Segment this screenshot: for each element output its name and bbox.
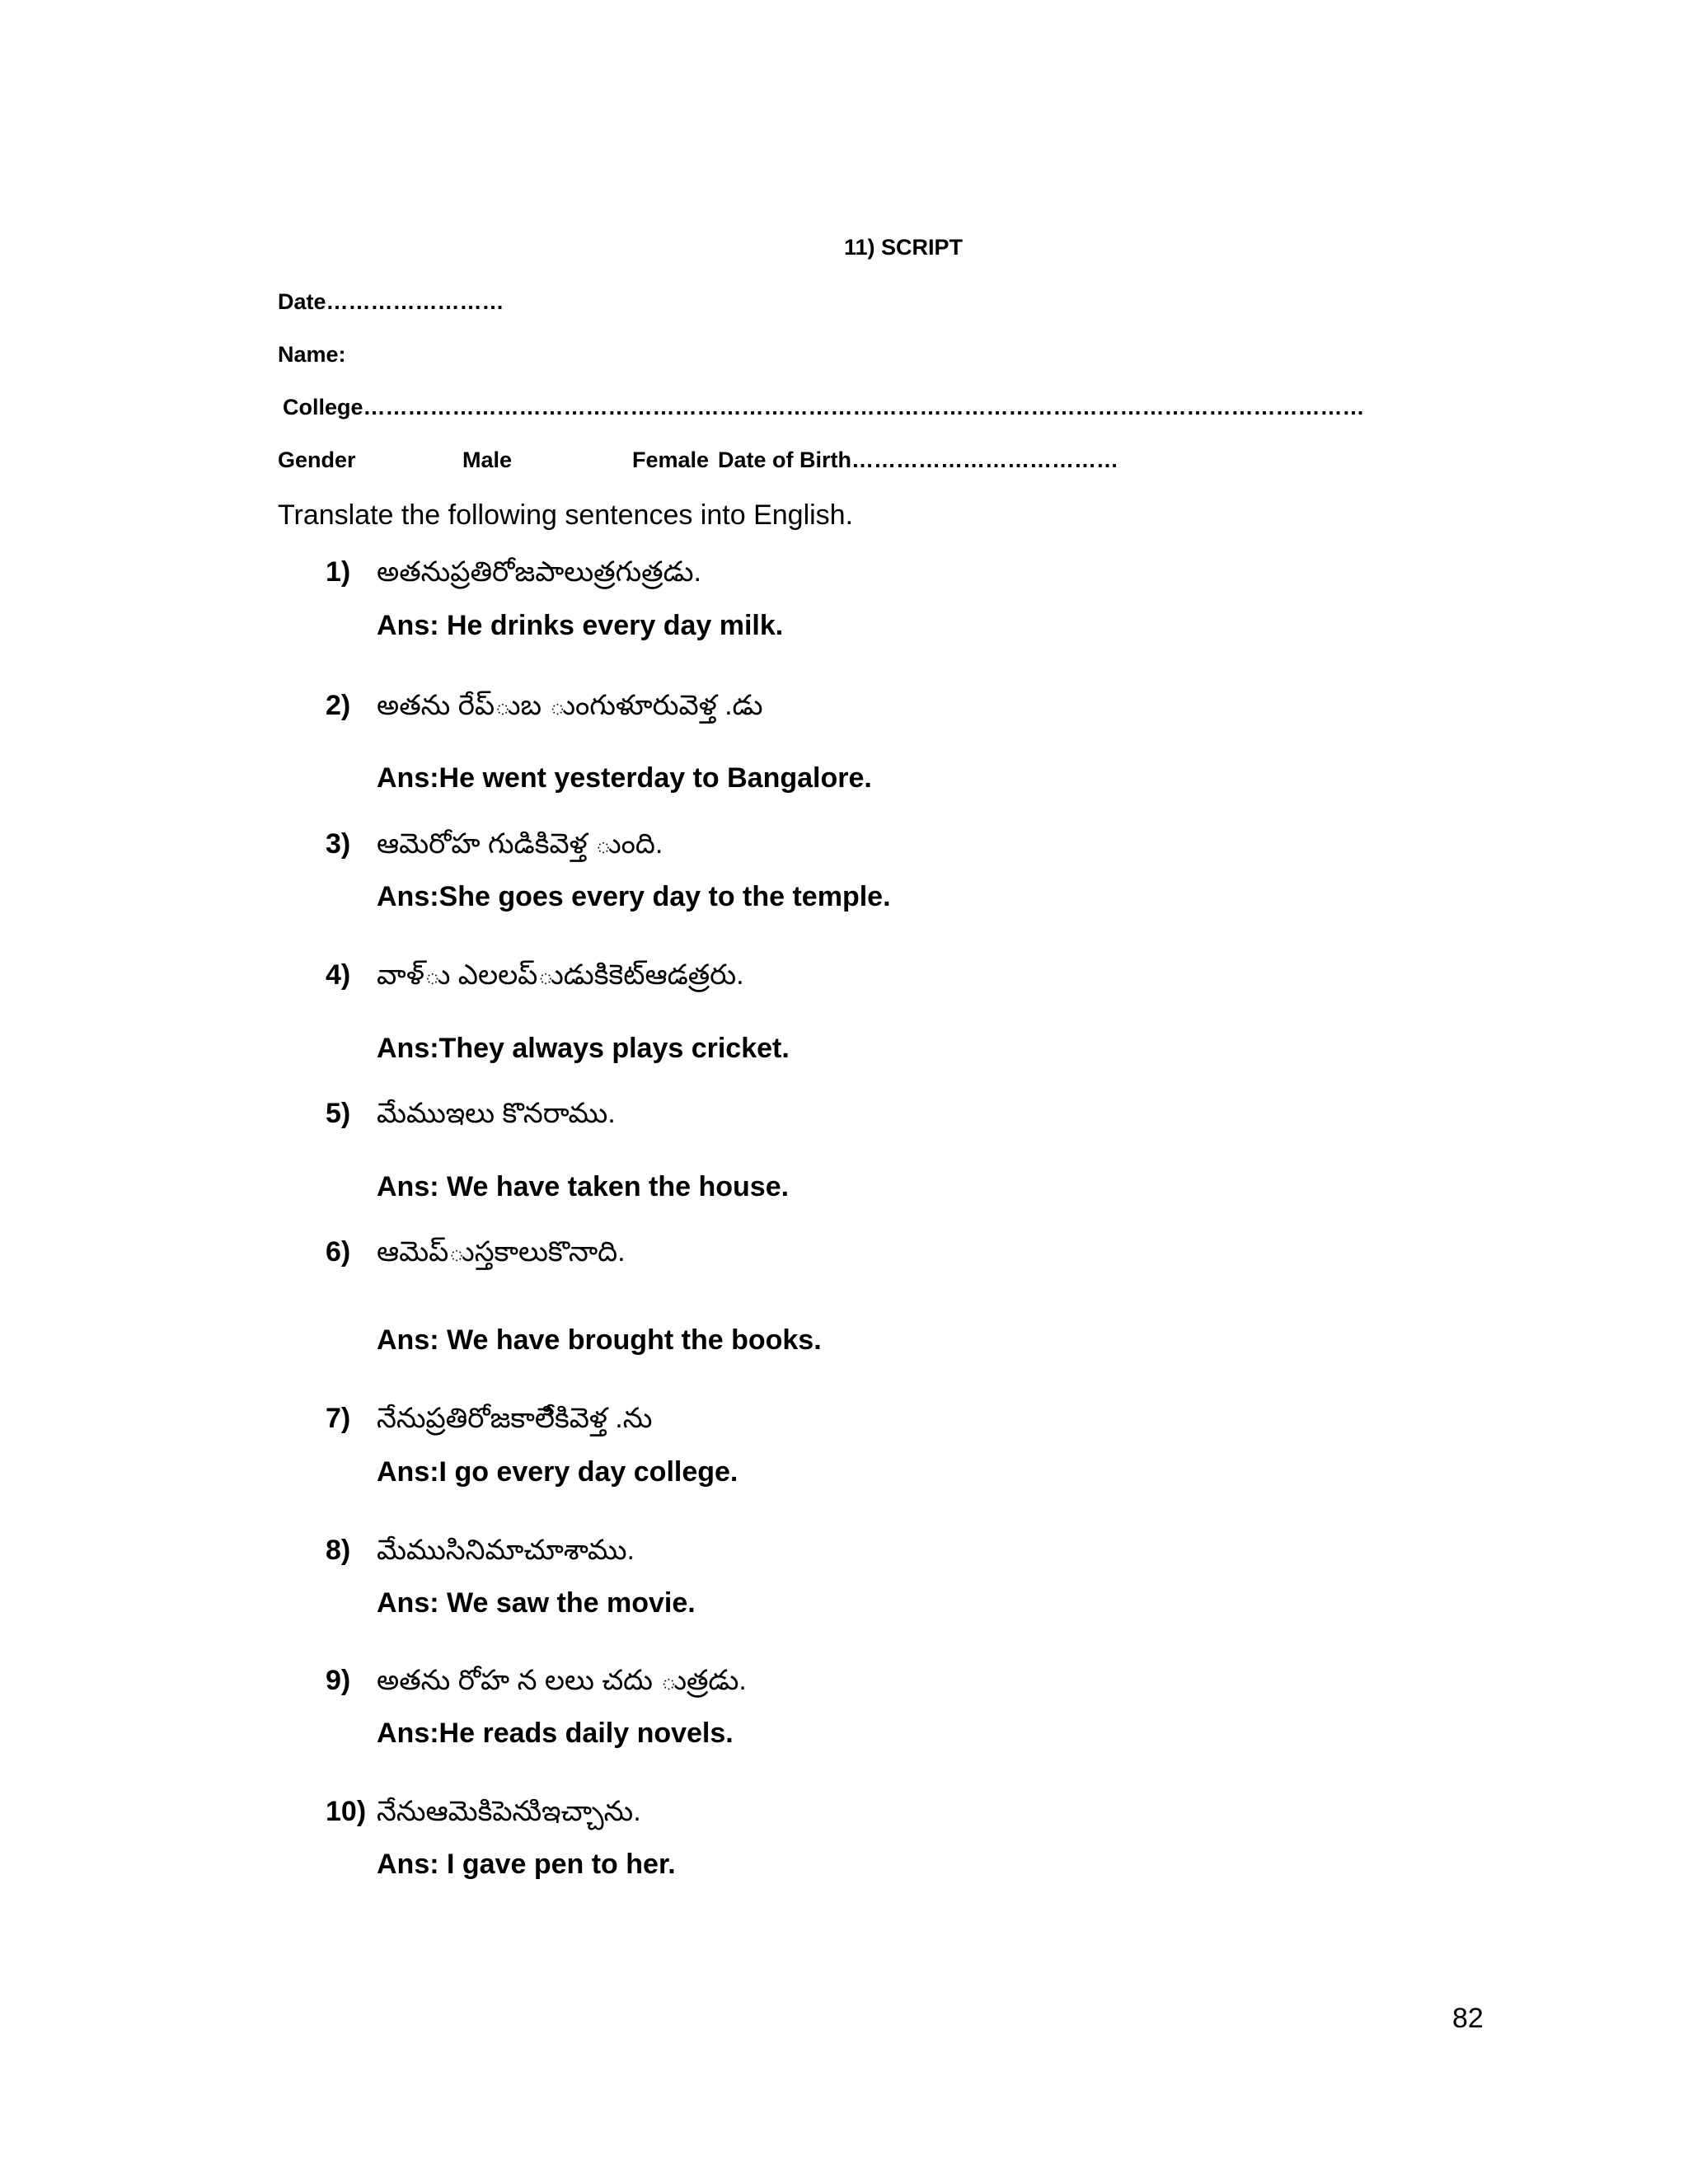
question-text: అతను రేప్ుబ ుంగుళూరువెళ్త .డు bbox=[377, 690, 763, 721]
question-number: 7) bbox=[326, 1403, 351, 1434]
female-option-label: Female bbox=[632, 448, 710, 472]
answer-text: Ans: I gave pen to her. bbox=[377, 1849, 676, 1880]
answer-text: Ans: We saw the movie. bbox=[377, 1587, 696, 1619]
question-text: నేనుఆమెకిపెనుిఇచ్చాను. bbox=[377, 1796, 641, 1827]
question-number: 6) bbox=[326, 1236, 351, 1268]
question-text: ఆమెరోహ గుడికివెళ్త ుంది. bbox=[377, 828, 663, 860]
page-number: 82 bbox=[1452, 2003, 1484, 2034]
answer-text: Ans:He reads daily novels. bbox=[377, 1718, 734, 1749]
instruction-text: Translate the following sentences into English. bbox=[278, 499, 854, 531]
date-field-label: Date…………………… bbox=[278, 289, 504, 314]
question-text: నేనుప్రతిరోజకాలేికివెళ్త .ను bbox=[377, 1403, 653, 1434]
question-number: 2) bbox=[326, 690, 351, 721]
answer-text: Ans:He went yesterday to Bangalore. bbox=[377, 762, 872, 794]
answer-text: Ans: We have taken the house. bbox=[377, 1171, 790, 1202]
question-text: వాళ్ు ఎలలప్ుడుకిికెట్ఆడత్రరు. bbox=[377, 959, 744, 991]
question-text: మేముఇలు కొనరాము. bbox=[377, 1098, 616, 1129]
question-text: అతను రోహ న లలు చదు ుత్రడు. bbox=[377, 1665, 747, 1696]
answer-text: Ans:They always plays cricket. bbox=[377, 1033, 790, 1064]
answer-text: Ans: He drinks every day milk. bbox=[377, 610, 784, 641]
question-number: 3) bbox=[326, 828, 351, 860]
college-field-label: College……………………………………………………………………………………………………………………… bbox=[283, 395, 1365, 419]
date-of-birth-label: Date of Birth……………………………… bbox=[718, 448, 1118, 472]
answer-text: Ans:She goes every day to the temple. bbox=[377, 881, 891, 912]
answer-text: Ans: We have brought the books. bbox=[377, 1324, 822, 1356]
question-text: ఆమెప్ుస్తకాలుకొనాది. bbox=[377, 1236, 626, 1268]
question-text: అతనుప్రతిరోజపాలుత్రగుత్రడు. bbox=[377, 556, 701, 588]
page-title: 11) SCRIPT bbox=[844, 235, 964, 260]
question-number: 9) bbox=[326, 1665, 351, 1696]
name-field-label: Name: bbox=[278, 342, 346, 367]
question-number: 5) bbox=[326, 1098, 351, 1129]
question-number: 1) bbox=[326, 556, 351, 588]
question-number: 10) bbox=[326, 1796, 367, 1827]
answer-text: Ans:I go every day college. bbox=[377, 1456, 738, 1488]
gender-label: Gender bbox=[278, 448, 356, 472]
question-number: 8) bbox=[326, 1535, 351, 1566]
question-text: మేముసినిమాచూశాము. bbox=[377, 1535, 635, 1566]
male-option-label: Male bbox=[462, 448, 513, 472]
question-number: 4) bbox=[326, 959, 351, 991]
